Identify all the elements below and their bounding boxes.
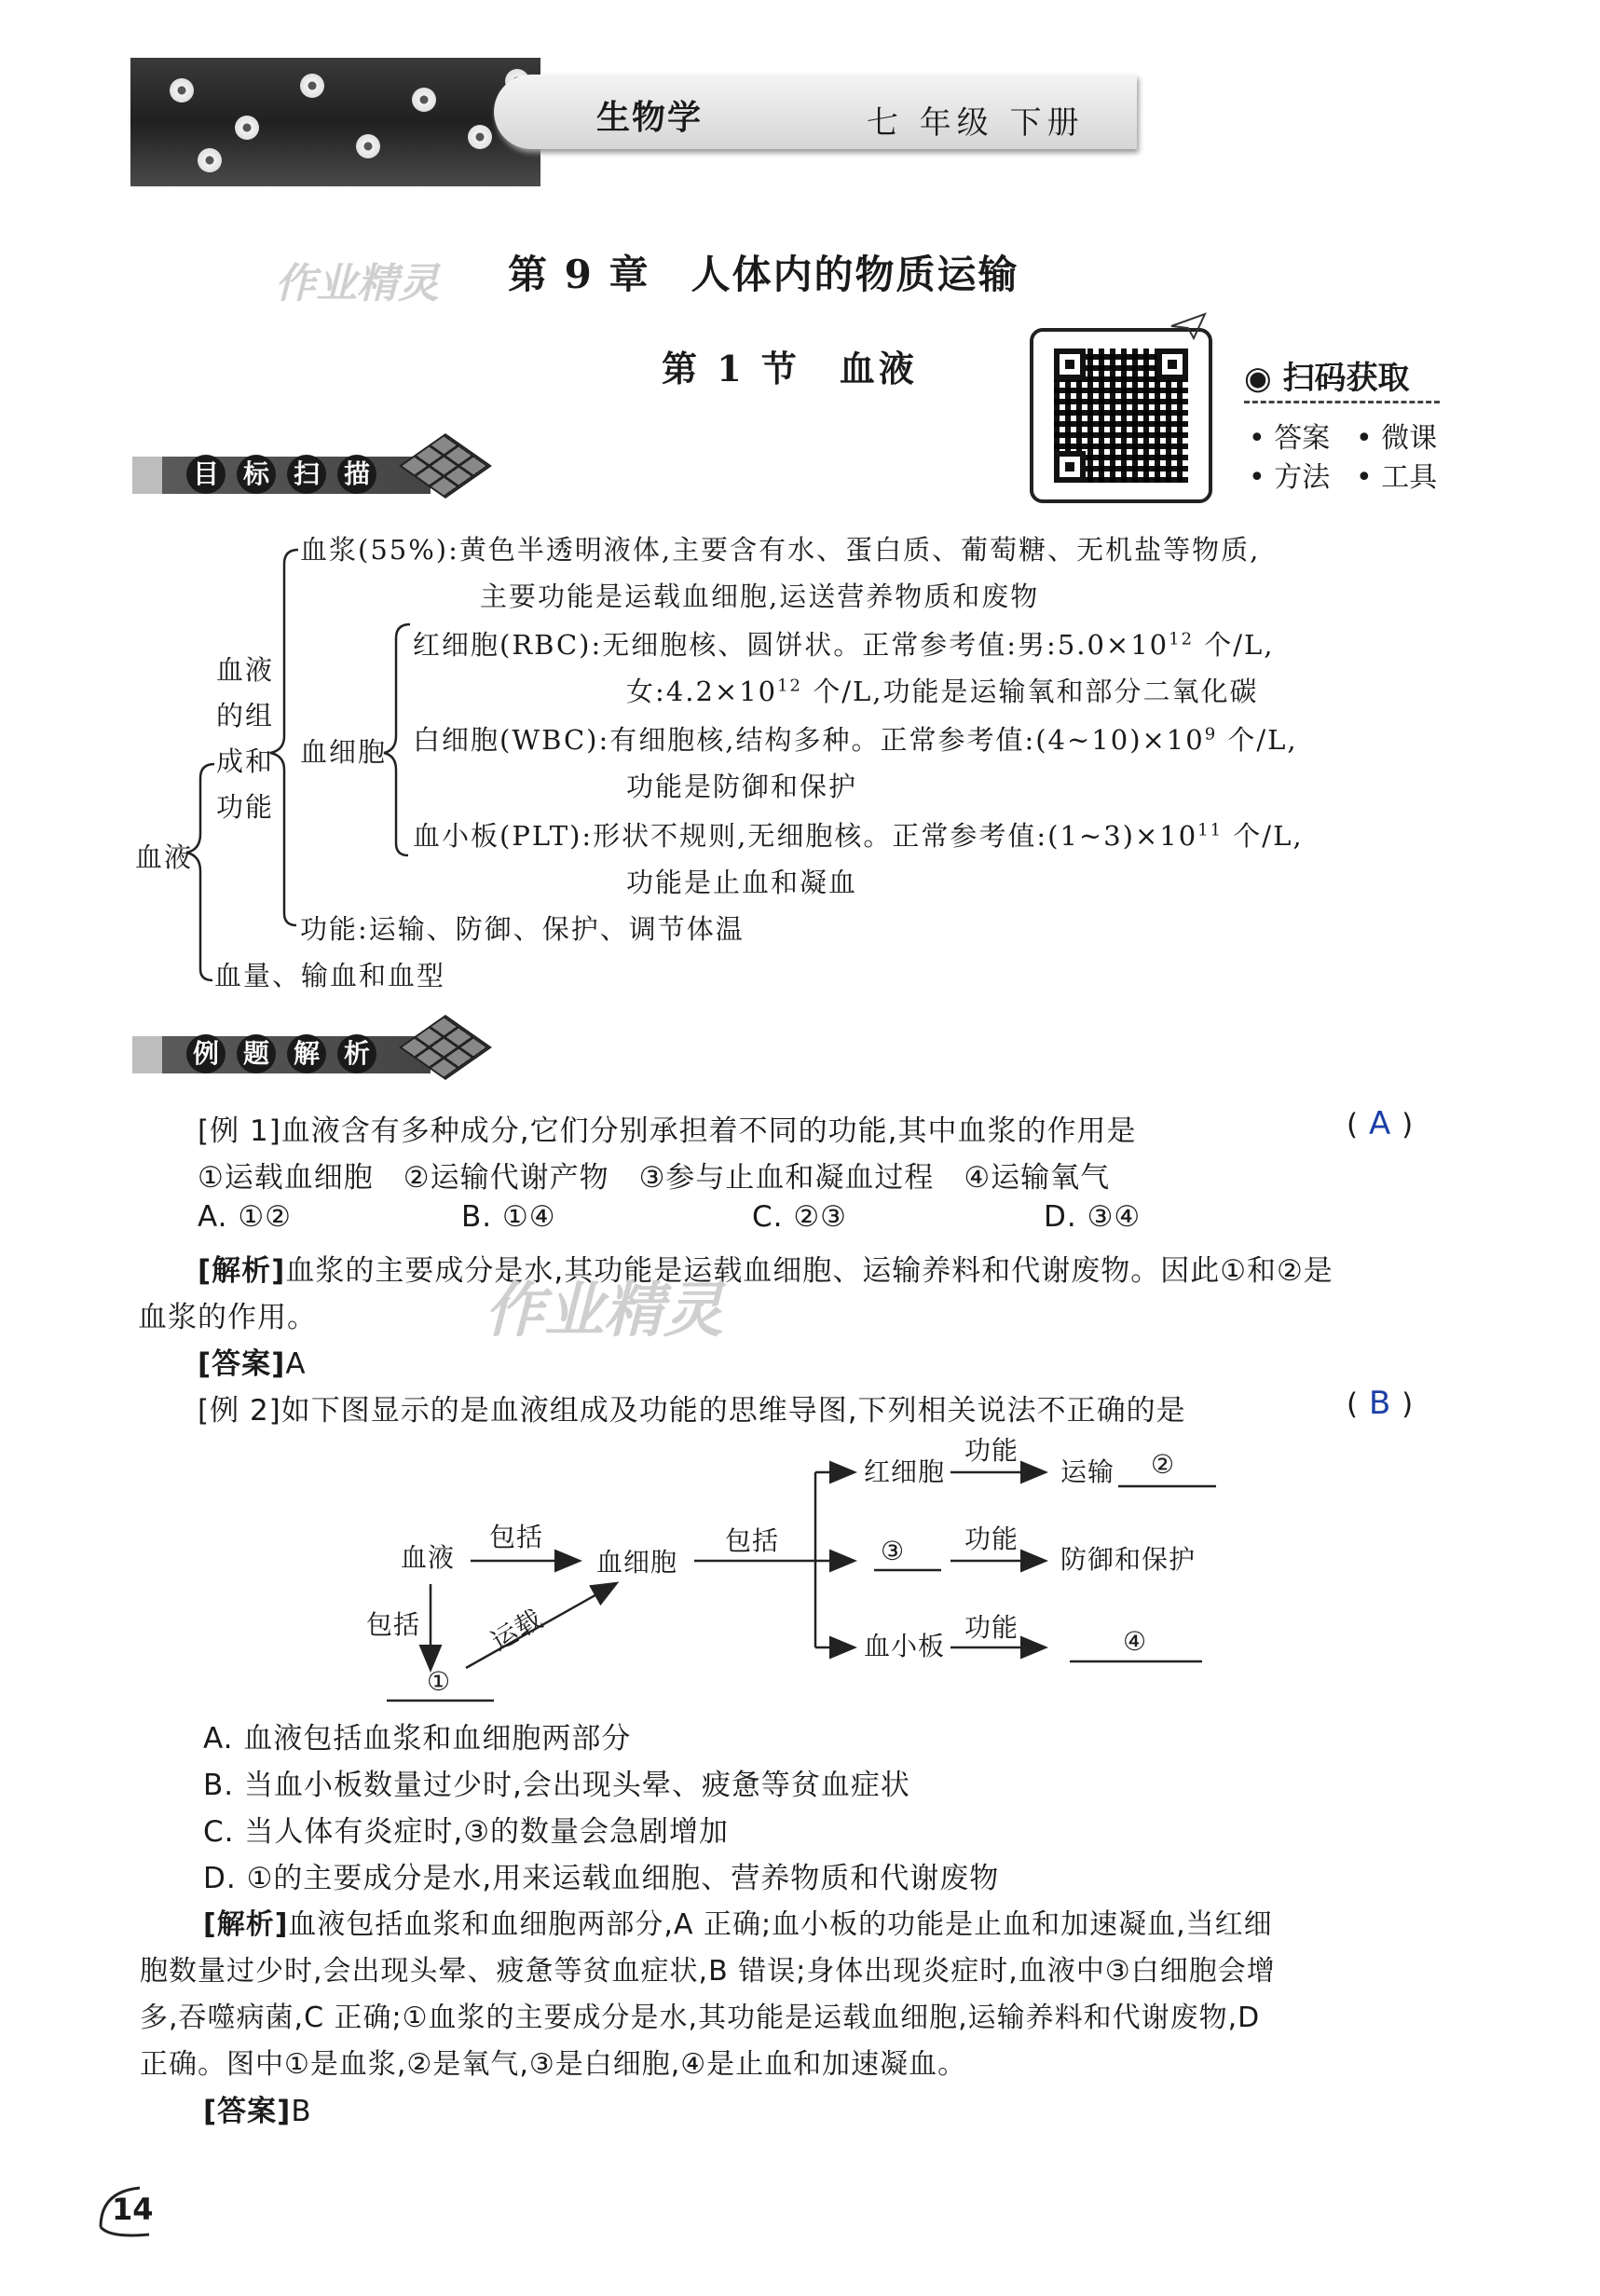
- choice-b: B. ①④: [461, 1200, 556, 1234]
- example2-analysis-cont: 多,吞噬病菌,C 正确;①血浆的主要成分是水,其功能是运载血细胞,运输养料和代谢废物,D: [140, 2002, 1261, 2034]
- blank-4: ④: [1123, 1626, 1148, 1657]
- rbc-line: 女$:4.2\times 10^{12}$ 个/L,功能是运输氧和部分二氧化碳: [626, 676, 1259, 707]
- example2-analysis-cont: 正确。图中①是血浆,②是氧气,③是白细胞,④是止血和加速凝血。: [140, 2048, 967, 2081]
- outline-branch-line: 功能: [216, 791, 275, 823]
- chapter-title: 第 9 章 人体内的物质运输: [508, 252, 1019, 297]
- qr-item[interactable]: • 微课: [1356, 422, 1438, 455]
- rbc-line: 红细胞(RBC):无细胞核、圆饼状。正常参考值:男$:5.0\times 10^{12}$ 个/L,: [413, 629, 1275, 661]
- choice-b: B. 当血小板数量过少时,会出现头晕、疲惫等贫血症状: [203, 1769, 910, 1802]
- label-function: 功能: [964, 1524, 1019, 1554]
- scan-label: ◉ 扫码获取: [1244, 360, 1410, 397]
- banner-char: 标: [237, 455, 276, 494]
- example1-analysis: [解析]血浆的主要成分是水,其功能是运载血细胞、运输养料和代谢废物。因此①和②是: [198, 1254, 1333, 1288]
- banner-char: 析: [337, 1034, 376, 1073]
- banner-char: 描: [337, 455, 376, 494]
- choice-c: C. 当人体有炎症时,③的数量会急剧增加: [203, 1815, 729, 1849]
- node-rbc: 红细胞: [864, 1456, 946, 1487]
- outline-branch-line: 成和: [216, 745, 275, 777]
- header-subject: 生物学: [596, 98, 704, 137]
- blank-1: ①: [427, 1666, 452, 1697]
- plt-line: 功能是止血和凝血: [626, 867, 858, 898]
- choice-c: C. ②③: [752, 1200, 847, 1234]
- banner-char: 题: [237, 1034, 276, 1073]
- plasma-line: 血浆(55%):黄色半透明液体,主要含有水、蛋白质、葡萄糖、无机盐等物质,: [300, 534, 1261, 566]
- banner-char: 解: [287, 1034, 326, 1073]
- choice-d: D. ③④: [1044, 1200, 1142, 1234]
- label-function: 功能: [964, 1612, 1019, 1643]
- choice-a: A. 血液包括血浆和血细胞两部分: [203, 1722, 632, 1756]
- example1-answer: [答案]A: [198, 1347, 307, 1381]
- plt-line: 血小板(PLT):形状不规则,无细胞核。正常参考值$:(1\sim 3)\times 10^{11}$ 个/L,: [413, 820, 1304, 852]
- example2-question: [例 2]如下图显示的是血液组成及功能的思维导图,下列相关说法不正确的是: [198, 1394, 1186, 1428]
- node-blood-cells: 血细胞: [596, 1547, 678, 1578]
- qr-item[interactable]: • 方法: [1249, 461, 1331, 494]
- wbc-line: 白细胞(WBC):有细胞核,结构多种。正常参考值$:(4\sim 10)\times 10^9$ 个/L,: [413, 724, 1298, 756]
- example2-analysis-cont: 胞数量过少时,会出现头晕、疲惫等贫血症状,B 错误;身体出现炎症时,血液中③白细胞会增: [140, 1955, 1276, 1988]
- node-platelet: 血小板: [864, 1631, 946, 1661]
- example1-analysis-cont: 血浆的作用。: [138, 1301, 317, 1334]
- example2-answer: [答案]B: [203, 2095, 312, 2128]
- example1-answer-mark: ( A ): [1347, 1105, 1415, 1142]
- example1-question: [例 1]血液含有多种成分,它们分别承担着不同的功能,其中血浆的作用是: [198, 1114, 1137, 1148]
- outline-branch-line: 血液: [216, 654, 275, 686]
- watermark: 作业精灵: [275, 260, 439, 308]
- blank-2: ②: [1151, 1449, 1176, 1480]
- example2-analysis: [解析]血液包括血浆和血细胞两部分,A 正确;血小板的功能是止血和加速凝血,当红细: [203, 1908, 1273, 1941]
- node-blood: 血液: [401, 1542, 456, 1573]
- qr-item[interactable]: • 答案: [1249, 422, 1331, 455]
- banner-char: 扫: [287, 455, 326, 494]
- example2-answer-mark: ( B ): [1347, 1385, 1415, 1422]
- header-grade: 七 年级 下册: [867, 104, 1085, 142]
- label-include: 包括: [725, 1525, 780, 1556]
- outline-root: 血液: [135, 841, 194, 873]
- banner-char: 例: [186, 1034, 226, 1073]
- label-function: 功能: [964, 1435, 1019, 1466]
- example1-options: ①运载血细胞 ②运输代谢产物 ③参与止血和凝血过程 ④运输氧气: [198, 1161, 1111, 1195]
- eye-icon: ◉: [1244, 360, 1272, 397]
- choice-a: A. ①②: [198, 1200, 292, 1234]
- label-include: 包括: [366, 1609, 421, 1640]
- blood-cells-label: 血细胞: [300, 736, 388, 768]
- plasma-line: 主要功能是运载血细胞,运送营养物质和废物: [480, 581, 1040, 612]
- banner-char: 目: [186, 455, 226, 494]
- choice-d: D. ①的主要成分是水,用来运载血细胞、营养物质和代谢废物: [203, 1862, 1000, 1895]
- outline-branch-line: 的组: [216, 700, 275, 731]
- section-title: 第 1 节 血液: [662, 348, 918, 390]
- volume-line: 血量、输血和血型: [214, 960, 446, 991]
- watermark: 作业精灵: [485, 1276, 723, 1346]
- function-line: 功能:运输、防御、保护、调节体温: [300, 913, 745, 945]
- node-transport: 运输: [1060, 1456, 1115, 1487]
- label-include: 包括: [489, 1522, 544, 1552]
- label-carry: 运载: [485, 1603, 549, 1658]
- node-defense: 防御和保护: [1060, 1544, 1197, 1575]
- qr-item[interactable]: • 工具: [1356, 461, 1438, 494]
- blank-3: ③: [881, 1536, 906, 1566]
- page-number: 14: [112, 2192, 154, 2227]
- wbc-line: 功能是防御和保护: [626, 771, 858, 802]
